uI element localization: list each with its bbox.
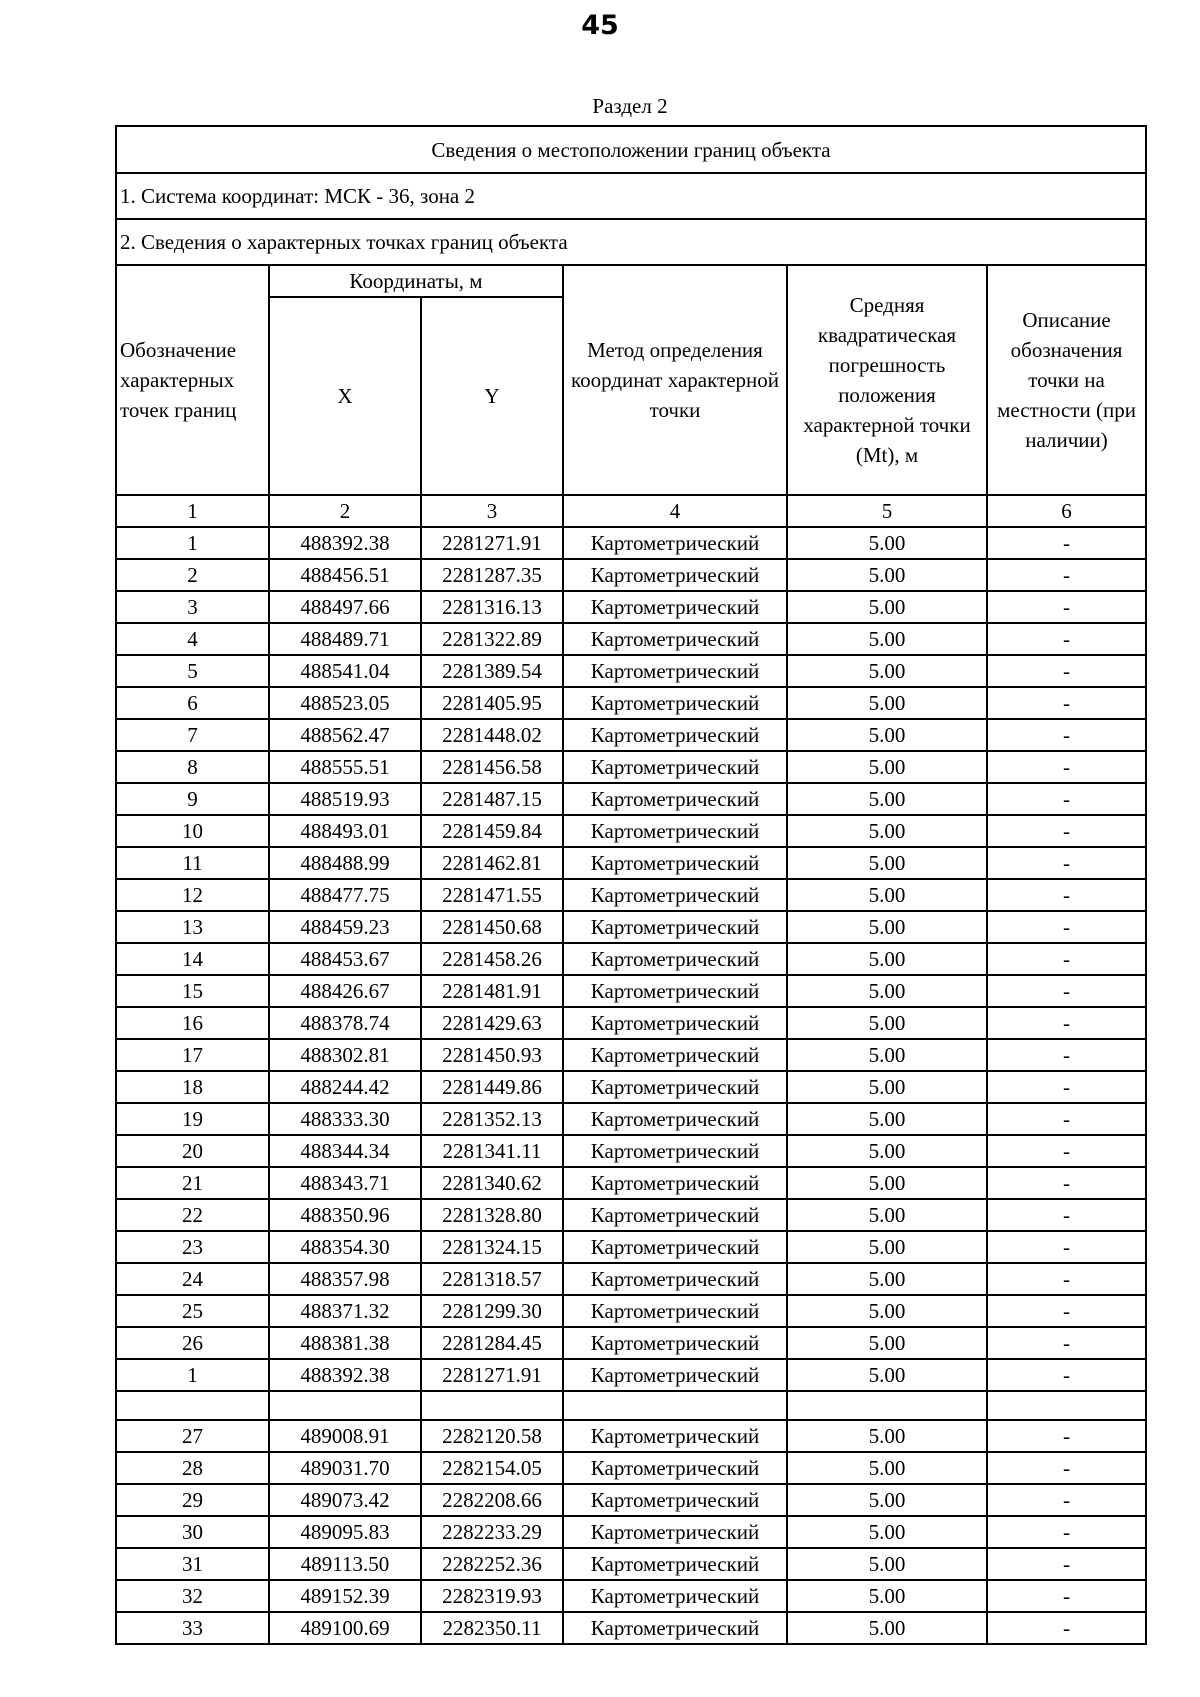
error-cell: 5.00 bbox=[787, 943, 987, 975]
x-cell: 488354.30 bbox=[269, 1231, 421, 1263]
y-cell: 2281448.02 bbox=[421, 719, 563, 751]
method-cell: Картометрический bbox=[563, 591, 787, 623]
description-cell: - bbox=[987, 1516, 1146, 1548]
table-title: Сведения о местоположении границ объекта bbox=[116, 126, 1146, 173]
x-cell: 488344.34 bbox=[269, 1135, 421, 1167]
column-number: 6 bbox=[987, 495, 1146, 527]
error-cell: 5.00 bbox=[787, 911, 987, 943]
description-cell: - bbox=[987, 1071, 1146, 1103]
error-cell: 5.00 bbox=[787, 751, 987, 783]
y-cell: 2281481.91 bbox=[421, 975, 563, 1007]
method-cell: Картометрический bbox=[563, 1231, 787, 1263]
y-cell: 2281405.95 bbox=[421, 687, 563, 719]
error-cell: 5.00 bbox=[787, 1452, 987, 1484]
table-row bbox=[116, 1199, 1146, 1231]
error-cell: 5.00 bbox=[787, 1612, 987, 1644]
description-cell: - bbox=[987, 911, 1146, 943]
error-cell: 5.00 bbox=[787, 1295, 987, 1327]
point-id-cell: 1 bbox=[116, 1359, 269, 1391]
method-cell: Картометрический bbox=[563, 1359, 787, 1391]
description-cell: - bbox=[987, 879, 1146, 911]
method-cell: Картометрический bbox=[563, 1199, 787, 1231]
page-number: 45 bbox=[581, 10, 619, 41]
x-cell: 489095.83 bbox=[269, 1516, 421, 1548]
error-cell: 5.00 bbox=[787, 1580, 987, 1612]
description-cell: - bbox=[987, 559, 1146, 591]
point-id-cell: 25 bbox=[116, 1295, 269, 1327]
method-cell: Картометрический bbox=[563, 815, 787, 847]
method-cell: Картометрический bbox=[563, 879, 787, 911]
method-cell: Картометрический bbox=[563, 1039, 787, 1071]
y-cell: 2281449.86 bbox=[421, 1071, 563, 1103]
y-cell: 2282120.58 bbox=[421, 1420, 563, 1452]
error-cell: 5.00 bbox=[787, 1007, 987, 1039]
x-cell: 489100.69 bbox=[269, 1612, 421, 1644]
method-cell: Картометрический bbox=[563, 847, 787, 879]
x-cell: 488392.38 bbox=[269, 527, 421, 559]
table-row bbox=[116, 559, 1146, 591]
y-cell: 2281450.68 bbox=[421, 911, 563, 943]
coord-system: 1. Система координат: МСК - 36, зона 2 bbox=[116, 173, 1146, 219]
method-cell: Картометрический bbox=[563, 1420, 787, 1452]
point-id-cell bbox=[116, 1391, 269, 1420]
point-id-cell: 18 bbox=[116, 1071, 269, 1103]
table-row bbox=[116, 1071, 1146, 1103]
point-id-cell: 10 bbox=[116, 815, 269, 847]
x-cell: 488555.51 bbox=[269, 751, 421, 783]
method-cell: Картометрический bbox=[563, 783, 787, 815]
point-id-cell: 20 bbox=[116, 1135, 269, 1167]
point-id-cell: 24 bbox=[116, 1263, 269, 1295]
table-row bbox=[116, 1039, 1146, 1071]
x-cell: 489031.70 bbox=[269, 1452, 421, 1484]
method-cell: Картометрический bbox=[563, 559, 787, 591]
x-cell: 488456.51 bbox=[269, 559, 421, 591]
description-cell: - bbox=[987, 1548, 1146, 1580]
y-cell: 2281341.11 bbox=[421, 1135, 563, 1167]
method-cell: Картометрический bbox=[563, 1327, 787, 1359]
table-row bbox=[116, 847, 1146, 879]
x-cell: 488371.32 bbox=[269, 1295, 421, 1327]
col-designation-header: Обозначение характерных точек границ bbox=[116, 265, 269, 495]
method-cell: Картометрический bbox=[563, 1263, 787, 1295]
x-cell: 488562.47 bbox=[269, 719, 421, 751]
y-cell: 2281389.54 bbox=[421, 655, 563, 687]
point-id-cell: 12 bbox=[116, 879, 269, 911]
x-cell: 488541.04 bbox=[269, 655, 421, 687]
x-cell: 488381.38 bbox=[269, 1327, 421, 1359]
y-cell: 2281287.35 bbox=[421, 559, 563, 591]
method-cell: Картометрический bbox=[563, 1580, 787, 1612]
description-cell: - bbox=[987, 591, 1146, 623]
section-label: Раздел 2 bbox=[592, 94, 668, 118]
description-cell: - bbox=[987, 975, 1146, 1007]
error-cell: 5.00 bbox=[787, 975, 987, 1007]
description-cell: - bbox=[987, 815, 1146, 847]
error-cell: 5.00 bbox=[787, 719, 987, 751]
x-cell: 488459.23 bbox=[269, 911, 421, 943]
column-number: 1 bbox=[116, 495, 269, 527]
error-cell: 5.00 bbox=[787, 1071, 987, 1103]
description-cell bbox=[987, 1391, 1146, 1420]
error-cell: 5.00 bbox=[787, 1135, 987, 1167]
point-id-cell: 17 bbox=[116, 1039, 269, 1071]
description-cell: - bbox=[987, 1103, 1146, 1135]
error-cell: 5.00 bbox=[787, 1103, 987, 1135]
error-cell: 5.00 bbox=[787, 847, 987, 879]
column-number: 5 bbox=[787, 495, 987, 527]
point-id-cell: 1 bbox=[116, 527, 269, 559]
method-cell: Картометрический bbox=[563, 975, 787, 1007]
y-cell: 2281271.91 bbox=[421, 1359, 563, 1391]
description-cell: - bbox=[987, 687, 1146, 719]
table-row bbox=[116, 1231, 1146, 1263]
x-cell: 489008.91 bbox=[269, 1420, 421, 1452]
error-cell: 5.00 bbox=[787, 1039, 987, 1071]
method-cell: Картометрический bbox=[563, 1103, 787, 1135]
table-row bbox=[116, 1391, 1146, 1420]
table-row bbox=[116, 911, 1146, 943]
method-cell: Картометрический bbox=[563, 1612, 787, 1644]
error-cell: 5.00 bbox=[787, 1167, 987, 1199]
x-cell: 488489.71 bbox=[269, 623, 421, 655]
description-cell: - bbox=[987, 1452, 1146, 1484]
method-cell: Картометрический bbox=[563, 1548, 787, 1580]
point-id-cell: 5 bbox=[116, 655, 269, 687]
point-id-cell: 27 bbox=[116, 1420, 269, 1452]
description-cell: - bbox=[987, 623, 1146, 655]
y-cell: 2281324.15 bbox=[421, 1231, 563, 1263]
point-id-cell: 29 bbox=[116, 1484, 269, 1516]
y-cell: 2281429.63 bbox=[421, 1007, 563, 1039]
table-row bbox=[116, 1452, 1146, 1484]
y-cell: 2281318.57 bbox=[421, 1263, 563, 1295]
point-id-cell: 26 bbox=[116, 1327, 269, 1359]
y-cell: 2281471.55 bbox=[421, 879, 563, 911]
table-row bbox=[116, 1327, 1146, 1359]
x-cell: 488392.38 bbox=[269, 1359, 421, 1391]
error-cell: 5.00 bbox=[787, 1359, 987, 1391]
error-cell: 5.00 bbox=[787, 655, 987, 687]
method-cell: Картометрический bbox=[563, 623, 787, 655]
method-cell: Картометрический bbox=[563, 911, 787, 943]
method-cell: Картометрический bbox=[563, 1135, 787, 1167]
x-cell: 488493.01 bbox=[269, 815, 421, 847]
error-cell: 5.00 bbox=[787, 527, 987, 559]
col-y-header: Y bbox=[421, 297, 563, 495]
point-id-cell: 32 bbox=[116, 1580, 269, 1612]
x-cell: 488302.81 bbox=[269, 1039, 421, 1071]
table-row bbox=[116, 1103, 1146, 1135]
point-id-cell: 8 bbox=[116, 751, 269, 783]
method-cell: Картометрический bbox=[563, 1007, 787, 1039]
point-id-cell: 2 bbox=[116, 559, 269, 591]
table-row bbox=[116, 1263, 1146, 1295]
column-number: 3 bbox=[421, 495, 563, 527]
y-cell: 2281459.84 bbox=[421, 815, 563, 847]
description-cell: - bbox=[987, 1327, 1146, 1359]
y-cell: 2281340.62 bbox=[421, 1167, 563, 1199]
method-cell: Картометрический bbox=[563, 719, 787, 751]
y-cell: 2281450.93 bbox=[421, 1039, 563, 1071]
x-cell: 488333.30 bbox=[269, 1103, 421, 1135]
col-x-header: X bbox=[269, 297, 421, 495]
x-cell: 488453.67 bbox=[269, 943, 421, 975]
x-cell: 488497.66 bbox=[269, 591, 421, 623]
x-cell: 488343.71 bbox=[269, 1167, 421, 1199]
table-row bbox=[116, 687, 1146, 719]
x-cell: 488244.42 bbox=[269, 1071, 421, 1103]
x-cell: 489073.42 bbox=[269, 1484, 421, 1516]
error-cell: 5.00 bbox=[787, 783, 987, 815]
y-cell: 2281456.58 bbox=[421, 751, 563, 783]
point-id-cell: 22 bbox=[116, 1199, 269, 1231]
y-cell: 2282233.29 bbox=[421, 1516, 563, 1548]
description-cell: - bbox=[987, 1135, 1146, 1167]
y-cell: 2281284.45 bbox=[421, 1327, 563, 1359]
method-cell: Картометрический bbox=[563, 751, 787, 783]
description-cell: - bbox=[987, 1359, 1146, 1391]
table-row bbox=[116, 751, 1146, 783]
x-cell: 489113.50 bbox=[269, 1548, 421, 1580]
error-cell: 5.00 bbox=[787, 879, 987, 911]
error-cell: 5.00 bbox=[787, 1199, 987, 1231]
point-id-cell: 4 bbox=[116, 623, 269, 655]
table-row bbox=[116, 1359, 1146, 1391]
description-cell: - bbox=[987, 1580, 1146, 1612]
points-header: 2. Сведения о характерных точках границ объекта bbox=[116, 219, 1146, 265]
description-cell: - bbox=[987, 655, 1146, 687]
table-row bbox=[116, 1516, 1146, 1548]
x-cell: 488378.74 bbox=[269, 1007, 421, 1039]
y-cell: 2281352.13 bbox=[421, 1103, 563, 1135]
description-cell: - bbox=[987, 1039, 1146, 1071]
error-cell: 5.00 bbox=[787, 623, 987, 655]
description-cell: - bbox=[987, 1263, 1146, 1295]
error-cell bbox=[787, 1391, 987, 1420]
description-cell: - bbox=[987, 1420, 1146, 1452]
table-row bbox=[116, 1484, 1146, 1516]
error-cell: 5.00 bbox=[787, 815, 987, 847]
description-cell: - bbox=[987, 1167, 1146, 1199]
description-cell: - bbox=[987, 719, 1146, 751]
table-row bbox=[116, 655, 1146, 687]
error-cell: 5.00 bbox=[787, 1516, 987, 1548]
method-cell: Картометрический bbox=[563, 1071, 787, 1103]
x-cell: 488357.98 bbox=[269, 1263, 421, 1295]
point-id-cell: 9 bbox=[116, 783, 269, 815]
y-cell: 2281487.15 bbox=[421, 783, 563, 815]
error-cell: 5.00 bbox=[787, 687, 987, 719]
y-cell: 2281322.89 bbox=[421, 623, 563, 655]
point-id-cell: 31 bbox=[116, 1548, 269, 1580]
table-body bbox=[116, 527, 1146, 1644]
y-cell: 2281316.13 bbox=[421, 591, 563, 623]
x-cell bbox=[269, 1391, 421, 1420]
y-cell: 2282252.36 bbox=[421, 1548, 563, 1580]
error-cell: 5.00 bbox=[787, 559, 987, 591]
description-cell: - bbox=[987, 527, 1146, 559]
table-row bbox=[116, 591, 1146, 623]
table-row bbox=[116, 879, 1146, 911]
y-cell: 2282319.93 bbox=[421, 1580, 563, 1612]
col-error-header: Средняя квадратическая погрешность положения характерной точки (Mt), м bbox=[787, 265, 987, 495]
point-id-cell: 15 bbox=[116, 975, 269, 1007]
method-cell: Картометрический bbox=[563, 687, 787, 719]
x-cell: 488477.75 bbox=[269, 879, 421, 911]
error-cell: 5.00 bbox=[787, 1548, 987, 1580]
method-cell: Картометрический bbox=[563, 1452, 787, 1484]
error-cell: 5.00 bbox=[787, 1231, 987, 1263]
error-cell: 5.00 bbox=[787, 1327, 987, 1359]
point-id-cell: 16 bbox=[116, 1007, 269, 1039]
x-cell: 488519.93 bbox=[269, 783, 421, 815]
point-id-cell: 30 bbox=[116, 1516, 269, 1548]
point-id-cell: 33 bbox=[116, 1612, 269, 1644]
table-row bbox=[116, 1167, 1146, 1199]
y-cell: 2282350.11 bbox=[421, 1612, 563, 1644]
x-cell: 488350.96 bbox=[269, 1199, 421, 1231]
error-cell: 5.00 bbox=[787, 591, 987, 623]
table-row bbox=[116, 1580, 1146, 1612]
table-row bbox=[116, 623, 1146, 655]
column-numbers-row bbox=[116, 495, 1146, 527]
col-description-header: Описание обозначения точки на местности (при наличии) bbox=[987, 265, 1146, 495]
col-method-header: Метод определения координат характерной точки bbox=[563, 265, 787, 495]
error-cell: 5.00 bbox=[787, 1263, 987, 1295]
method-cell: Картометрический bbox=[563, 527, 787, 559]
description-cell: - bbox=[987, 1199, 1146, 1231]
y-cell: 2282154.05 bbox=[421, 1452, 563, 1484]
table-row bbox=[116, 783, 1146, 815]
x-cell: 489152.39 bbox=[269, 1580, 421, 1612]
table-row bbox=[116, 975, 1146, 1007]
method-cell: Картометрический bbox=[563, 1484, 787, 1516]
point-id-cell: 23 bbox=[116, 1231, 269, 1263]
point-id-cell: 13 bbox=[116, 911, 269, 943]
description-cell: - bbox=[987, 1484, 1146, 1516]
column-number: 2 bbox=[269, 495, 421, 527]
error-cell: 5.00 bbox=[787, 1420, 987, 1452]
description-cell: - bbox=[987, 783, 1146, 815]
method-cell: Картометрический bbox=[563, 1167, 787, 1199]
description-cell: - bbox=[987, 943, 1146, 975]
column-number: 4 bbox=[563, 495, 787, 527]
boundary-points-table bbox=[115, 125, 1147, 1645]
y-cell: 2281462.81 bbox=[421, 847, 563, 879]
point-id-cell: 28 bbox=[116, 1452, 269, 1484]
table-row bbox=[116, 1548, 1146, 1580]
x-cell: 488523.05 bbox=[269, 687, 421, 719]
description-cell: - bbox=[987, 1231, 1146, 1263]
table-row bbox=[116, 815, 1146, 847]
table-row bbox=[116, 719, 1146, 751]
point-id-cell: 21 bbox=[116, 1167, 269, 1199]
table-row bbox=[116, 527, 1146, 559]
table-row bbox=[116, 943, 1146, 975]
point-id-cell: 6 bbox=[116, 687, 269, 719]
description-cell: - bbox=[987, 1612, 1146, 1644]
y-cell: 2281271.91 bbox=[421, 527, 563, 559]
x-cell: 488426.67 bbox=[269, 975, 421, 1007]
y-cell: 2281299.30 bbox=[421, 1295, 563, 1327]
method-cell bbox=[563, 1391, 787, 1420]
method-cell: Картометрический bbox=[563, 943, 787, 975]
table-row bbox=[116, 1420, 1146, 1452]
y-cell: 2281458.26 bbox=[421, 943, 563, 975]
description-cell: - bbox=[987, 751, 1146, 783]
y-cell: 2281328.80 bbox=[421, 1199, 563, 1231]
point-id-cell: 19 bbox=[116, 1103, 269, 1135]
point-id-cell: 11 bbox=[116, 847, 269, 879]
table-row bbox=[116, 1295, 1146, 1327]
description-cell: - bbox=[987, 847, 1146, 879]
method-cell: Картометрический bbox=[563, 655, 787, 687]
description-cell: - bbox=[987, 1295, 1146, 1327]
point-id-cell: 14 bbox=[116, 943, 269, 975]
method-cell: Картометрический bbox=[563, 1516, 787, 1548]
method-cell: Картометрический bbox=[563, 1295, 787, 1327]
x-cell: 488488.99 bbox=[269, 847, 421, 879]
table-row bbox=[116, 1135, 1146, 1167]
col-coords-group-header: Координаты, м bbox=[269, 265, 563, 297]
point-id-cell: 3 bbox=[116, 591, 269, 623]
table-row bbox=[116, 1612, 1146, 1644]
point-id-cell: 7 bbox=[116, 719, 269, 751]
y-cell: 2282208.66 bbox=[421, 1484, 563, 1516]
description-cell: - bbox=[987, 1007, 1146, 1039]
error-cell: 5.00 bbox=[787, 1484, 987, 1516]
table-row bbox=[116, 1007, 1146, 1039]
y-cell bbox=[421, 1391, 563, 1420]
